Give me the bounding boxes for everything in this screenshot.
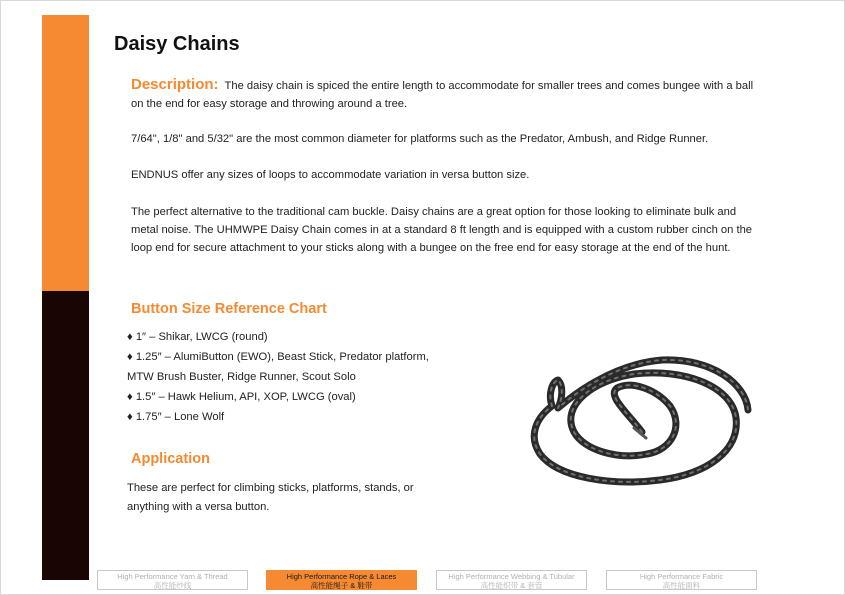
tab-label-en: High Performance Fabric bbox=[639, 572, 724, 581]
description-label: Description: bbox=[131, 76, 219, 93]
button-size-list bbox=[127, 327, 457, 427]
tab-label-en: High Performance Yarn & Thread bbox=[117, 572, 228, 581]
tab-yarn-thread[interactable] bbox=[97, 570, 248, 590]
daisy-chain-rope-image bbox=[522, 350, 754, 500]
application-text: These are perfect for climbing sticks, platforms, stands, or anything with a versa button. bbox=[127, 482, 414, 513]
tab-label-zh: 高性能织带 & 套管 bbox=[480, 581, 543, 590]
description-text: The daisy chain is spiced the entire length to accommodate for smaller trees and comes bungee with a ball on the end for easy storage and throwing around a tree. bbox=[131, 80, 754, 110]
tab-label-zh: 高性能面料 bbox=[662, 581, 701, 590]
button-chart-heading: Button Size Reference Chart bbox=[131, 301, 327, 317]
list-item: ♦ 1.75″ – Lone Wolf bbox=[127, 411, 225, 423]
page-title: Daisy Chains bbox=[114, 33, 240, 55]
side-bar-dark bbox=[42, 291, 89, 580]
tab-label-zh: 高性能纱线 bbox=[153, 581, 192, 590]
tab-label-en: High Performance Webbing & Tubular bbox=[448, 572, 575, 581]
description-paragraph bbox=[131, 76, 759, 113]
footer-tab-bar bbox=[97, 570, 759, 592]
application-heading: Application bbox=[131, 451, 210, 467]
loop-size-paragraph: ENDNUS offer any sizes of loops to accommodate variation in versa button size. bbox=[131, 169, 530, 181]
list-item: ♦ 1.5″ – Hawk Helium, API, XOP, LWCG (oval) bbox=[127, 391, 356, 403]
tab-webbing-tubular[interactable] bbox=[436, 570, 587, 590]
tab-fabric[interactable] bbox=[606, 570, 757, 590]
side-bar-accent bbox=[42, 15, 89, 291]
list-item: ♦ 1″ – Shikar, LWCG (round) bbox=[127, 331, 268, 343]
tab-label-en: High Performance Rope & Laces bbox=[286, 572, 397, 581]
diameter-paragraph: 7/64", 1/8" and 5/32" are the most common diameter for platforms such as the Predator, Ambush, and Ridge Runner. bbox=[131, 133, 709, 145]
list-item: ♦ 1.25″ – AlumiButton (EWO), Beast Stick, Predator platform, MTW Brush Buster, Ridge Runner, Scout Solo bbox=[127, 351, 429, 383]
tab-label-zh: 高性能绳子 & 鞋带 bbox=[310, 581, 373, 590]
alternative-paragraph: The perfect alternative to the traditional cam buckle. Daisy chains are a great option for those looking to eliminate bulk and metal noise. The UHMWPE Daisy Chain comes in at a standard 8 ft length and is equipped with a custom rubber cinch on the loop end for secure attachment to your sticks along with a bungee on the free end for easy storage at the end of the hunt. bbox=[131, 206, 753, 254]
tab-rope-laces[interactable] bbox=[266, 570, 417, 590]
